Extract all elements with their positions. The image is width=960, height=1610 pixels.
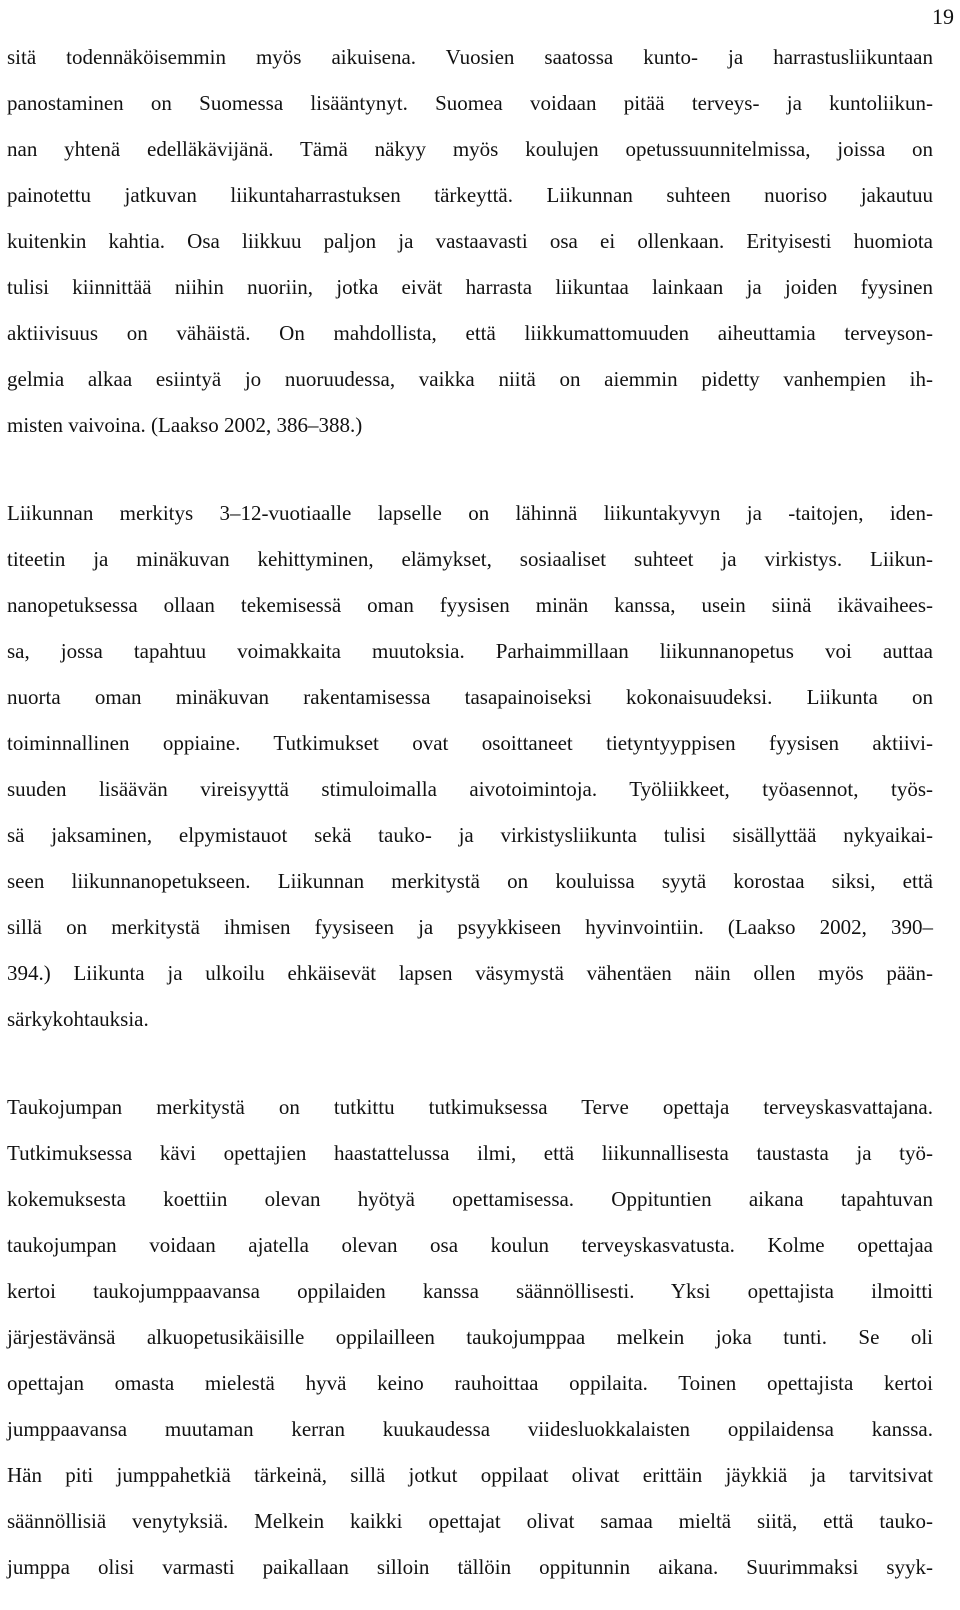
text-line: aktiivisuus on vähäistä. On mahdollista, että liikkumattomuuden aiheuttamia terveyson- [7,321,933,345]
page-number: 19 [932,4,954,29]
text-line: toiminnallinen oppiaine. Tutkimukset ovat osoittaneet tietyntyyppisen fyysisen aktiivi- [7,731,933,755]
text-line: Liikunnan merkitys 3–12-vuotiaalle lapselle on lähinnä liikuntakyvyn ja -taitojen, iden- [7,501,933,525]
text-line: taukojumpan voidaan ajatella olevan osa koulun terveyskasvatusta. Kolme opettajaa [7,1233,933,1257]
text-line: sa, jossa tapahtuu voimakkaita muutoksia. Parhaimmillaan liikunnanopetus voi auttaa [7,639,933,663]
text-line: kokemuksesta koettiin olevan hyötyä opettamisessa. Oppituntien aikana tapahtuvan [7,1187,933,1211]
text-line: panostaminen on Suomessa lisääntynyt. Suomea voidaan pitää terveys- ja kuntoliikun- [7,91,933,115]
text-line: painotettu jatkuvan liikuntaharrastuksen tärkeyttä. Liikunnan suhteen nuoriso jakautuu [7,183,933,207]
text-line: Taukojumpan merkitystä on tutkittu tutkimuksessa Terve opettaja terveyskasvattajana. [7,1095,933,1119]
text-line: Tutkimuksessa kävi opettajien haastattelussa ilmi, että liikunnallisesta taustasta ja työ- [7,1141,933,1165]
text-line: gelmia alkaa esiintyä jo nuoruudessa, vaikka niitä on aiemmin pidetty vanhempien ih- [7,367,933,391]
text-line: jumppaavansa muutaman kerran kuukaudessa viidesluokkalaisten oppilaidensa kanssa. [7,1417,933,1441]
text-line: seen liikunnanopetukseen. Liikunnan merkitystä on kouluissa syytä korostaa siksi, että [7,869,933,893]
text-line: nuorta oman minäkuvan rakentamisessa tasapainoiseksi kokonaisuudeksi. Liikunta on [7,685,933,709]
text-line: sillä on merkitystä ihmisen fyysiseen ja psyykkiseen hyvinvointiin. (Laakso 2002, 390– [7,915,933,939]
text-line: 394.) Liikunta ja ulkoilu ehkäisevät lapsen väsymystä vähentäen näin ollen myös pään- [7,961,933,985]
text-line: kertoi taukojumppaavansa oppilaiden kanssa säännöllisesti. Yksi opettajista ilmoitti [7,1279,933,1303]
text-line: säännöllisiä venytyksiä. Melkein kaikki opettajat olivat samaa mieltä siitä, että tauko- [7,1509,933,1533]
text-line: tulisi kiinnittää niihin nuoriin, jotka eivät harrasta liikuntaa lainkaan ja joiden fyysinen [7,275,933,299]
text-line: jumppa olisi varmasti paikallaan silloin tällöin oppitunnin aikana. Suurimmaksi syyk- [7,1555,933,1579]
text-line: Hän piti jumppahetkiä tärkeinä, sillä jotkut oppilaat olivat erittäin jäykkiä ja tarvitsivat [7,1463,933,1487]
text-line: nan yhtenä edelläkävijänä. Tämä näkyy myös koulujen opetussuunnitelmissa, joissa on [7,137,933,161]
text-line: sitä todennäköisemmin myös aikuisena. Vuosien saatossa kunto- ja harrastusliikuntaan [7,45,933,69]
text-line: misten vaivoina. (Laakso 2002, 386–388.) [7,413,363,437]
text-line: särkykohtauksia. [7,1007,149,1031]
text-line: suuden lisäävän vireisyyttä stimuloimalla aivotoimintoja. Työliikkeet, työasennot, työs- [7,777,933,801]
text-line: järjestävänsä alkuopetusikäisille oppilailleen taukojumppaa melkein joka tunti. Se oli [7,1325,933,1349]
text-line: kuitenkin kahtia. Osa liikkuu paljon ja vastaavasti osa ei ollenkaan. Erityisesti huomiota [7,229,933,253]
text-line: titeetin ja minäkuvan kehittyminen, elämykset, sosiaaliset suhteet ja virkistys. Liikun- [7,547,933,571]
text-line: nanopetuksessa ollaan tekemisessä oman fyysisen minän kanssa, usein siinä ikävaihees- [7,593,933,617]
text-line: sä jaksaminen, elpymistauot sekä tauko- ja virkistysliikunta tulisi sisällyttää nykyaikai- [7,823,933,847]
text-line: opettajan omasta mielestä hyvä keino rauhoittaa oppilaita. Toinen opettajista kertoi [7,1371,933,1395]
